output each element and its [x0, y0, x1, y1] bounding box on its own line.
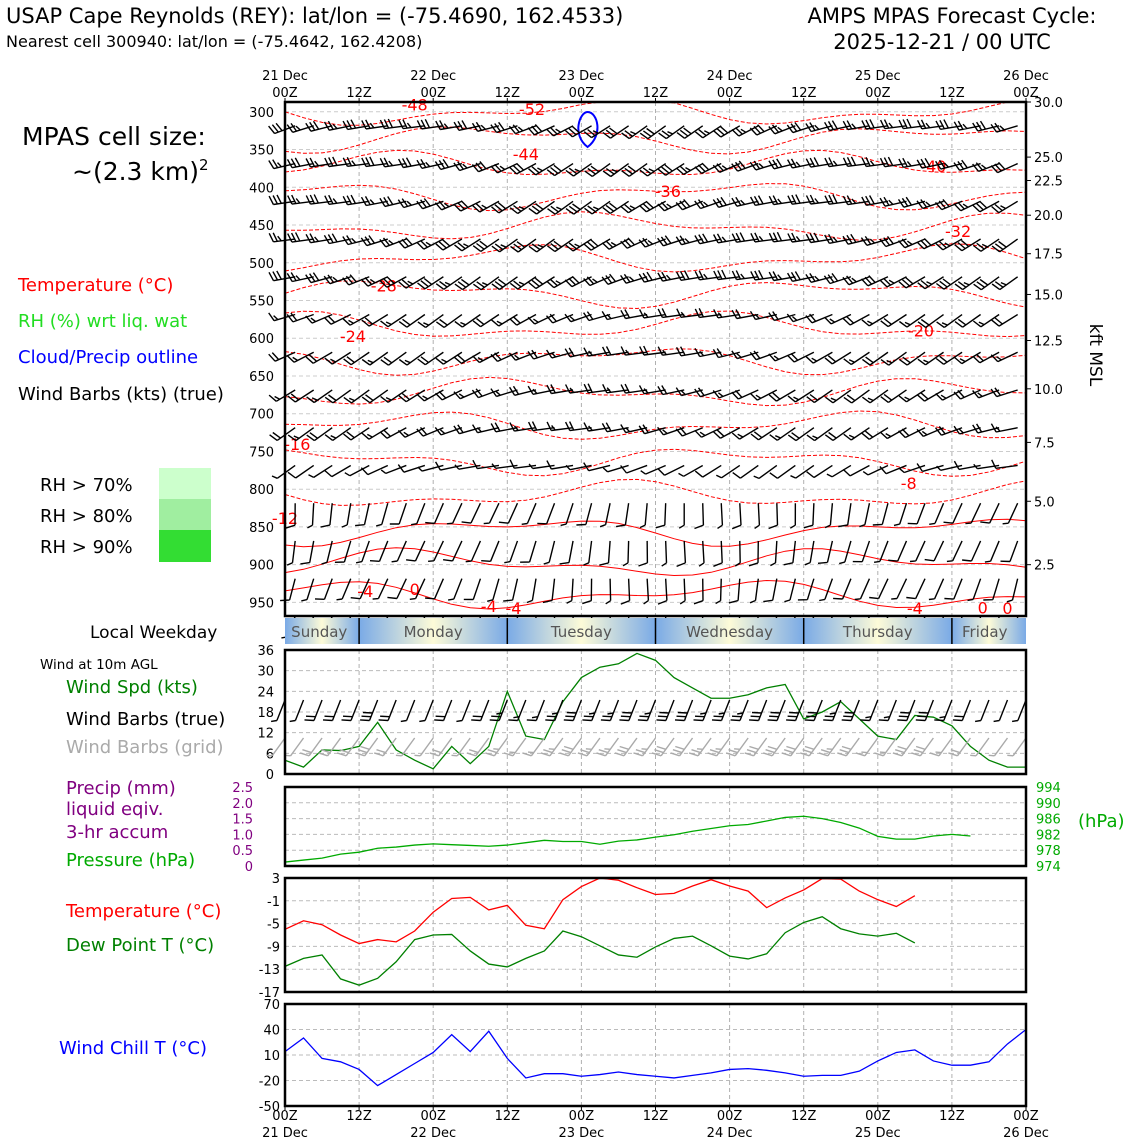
surface-wind-barb-true	[879, 700, 897, 721]
bottom-axis-hour-label: 12Z	[642, 1109, 669, 1124]
upper-air-wind-barb	[929, 579, 944, 600]
upper-air-wind-barb	[342, 503, 351, 527]
upper-air-wind-barb	[680, 579, 685, 604]
rh-legend-swatch-70	[159, 468, 211, 500]
upper-air-wind-barb	[522, 503, 536, 524]
top-axis-date-label: 22 Dec	[410, 69, 457, 84]
temperature-contour-label: -40	[920, 157, 947, 177]
weekday-label: Tuesday	[550, 623, 612, 641]
upper-air-wind-barb	[853, 541, 870, 562]
surface-wind-barb-true	[601, 700, 619, 721]
bottom-axis-hour-label: 00Z	[865, 1109, 891, 1124]
wind-tick-label: 30	[257, 664, 274, 680]
pressure-tick-label: 750	[249, 445, 274, 461]
top-axis-hour-label: 00Z	[568, 86, 595, 101]
pressure-tick-label: 300	[249, 105, 274, 121]
surface-wind-barb-true	[456, 700, 470, 721]
weekday-label: Wednesday	[686, 623, 774, 641]
upper-air-wind-barb	[315, 579, 332, 600]
upper-air-wind-barb	[425, 579, 443, 599]
upper-air-wind-barb	[307, 503, 313, 528]
upper-air-wind-barb	[992, 460, 1018, 469]
legend-cloud: Cloud/Precip outline	[18, 347, 199, 368]
upper-air-wind-barb	[991, 162, 1017, 172]
temp-tick-label: -17	[258, 986, 280, 1001]
upper-air-wind-barb	[763, 579, 777, 602]
surface-wind-barb-true	[582, 700, 600, 721]
kft-tick-label: 20.0	[1034, 209, 1063, 225]
surface-wind-barb-true	[994, 700, 1008, 721]
temperature-contour-label: -28	[370, 276, 397, 296]
bottom-axis-hour-label: 12Z	[346, 1109, 372, 1124]
surface-wind-barb-true	[434, 700, 452, 721]
upper-air-wind-barb	[537, 503, 554, 524]
weekday-label: Monday	[403, 623, 463, 641]
top-axis-hour-label: 00Z	[272, 86, 298, 101]
weekday-label: Thursday	[842, 623, 913, 641]
cross-section-panel	[249, 69, 1105, 642]
kft-tick-label: 2.5	[1034, 558, 1055, 574]
rh-legend	[40, 468, 211, 562]
temperature-contour-label: 0	[1002, 599, 1013, 618]
surface-wind-barb-true	[619, 700, 637, 721]
bottom-axis-hour-label: 12Z	[494, 1109, 521, 1124]
pressure-line	[285, 816, 970, 862]
upper-air-wind-barb	[899, 428, 925, 438]
temperature-contour-label: -16	[284, 434, 311, 454]
precip-pressure-panel	[232, 781, 1124, 875]
upper-air-wind-barb	[929, 503, 943, 524]
upper-air-wind-barb	[713, 541, 722, 566]
kft-tick-label: 10.0	[1034, 382, 1063, 398]
upper-air-wind-barb	[656, 503, 666, 528]
temperature-contour-label: -8	[900, 474, 917, 494]
surface-wind-barb-true	[934, 700, 952, 721]
upper-air-wind-barb	[600, 503, 610, 527]
precip-tick-label: 1.5	[232, 812, 253, 828]
upper-air-wind-barb	[944, 579, 962, 599]
temperature-contour-label: -36	[654, 182, 681, 202]
wind-chill-label: Wind Chill T (°C)	[59, 1038, 207, 1059]
pressure-tick-label: 900	[249, 558, 274, 574]
upper-air-wind-barb	[621, 579, 630, 604]
bottom-axis-date-label: 25 Dec	[854, 1126, 901, 1140]
upper-air-wind-barb	[888, 541, 906, 561]
upper-air-wind-barb	[749, 541, 758, 566]
forecast-title: AMPS MPAS Forecast Cycle:	[807, 4, 1097, 28]
upper-air-wind-barb	[392, 541, 407, 562]
top-axis-date-label: 23 Dec	[558, 69, 605, 84]
top-axis-hour-label: 12Z	[346, 86, 372, 101]
bottom-axis-date-label: 23 Dec	[558, 1126, 605, 1140]
bottom-axis-hour-label: 00Z	[568, 1109, 595, 1124]
surface-wind-barb-true	[731, 700, 749, 721]
upper-air-wind-barb	[962, 541, 981, 561]
temp-tick-label: -5	[267, 917, 280, 933]
upper-air-wind-barb	[280, 579, 295, 601]
surface-wind-barb-true	[508, 700, 526, 721]
pressure-tick-label: 950	[249, 596, 274, 612]
upper-air-wind-barb	[300, 541, 313, 564]
rh-legend-swatch-90	[159, 530, 211, 562]
surface-wind-barb-true	[419, 700, 433, 721]
upper-air-wind-barb	[908, 503, 925, 524]
surface-wind-barb-true	[545, 700, 563, 721]
top-axis-hour-label: 12Z	[790, 86, 817, 101]
upper-air-wind-barb	[770, 541, 776, 566]
pressure-tick-label: 500	[249, 256, 274, 272]
top-axis-hour-label: 00Z	[865, 86, 891, 101]
rh-legend-label-80: RH > 80%	[40, 506, 133, 527]
upper-air-wind-barb	[874, 541, 888, 562]
temperature-contour-label: -20	[907, 321, 935, 341]
wind-chill-panel	[259, 998, 1049, 1140]
upper-air-wind-barb	[677, 541, 686, 566]
upper-air-wind-barb	[481, 541, 499, 561]
surface-wind-barb-true	[305, 700, 323, 721]
weekday-strip	[285, 618, 1026, 644]
temperature-contour-label: -44	[512, 145, 539, 165]
upper-air-wind-barb	[504, 541, 517, 563]
kft-tick-label: 12.5	[1034, 334, 1063, 350]
pressure-tick-label: 650	[249, 369, 274, 385]
temperature-contour-label: -4	[480, 597, 497, 617]
kft-tick-label: 15.0	[1034, 288, 1063, 304]
upper-air-wind-barb	[447, 503, 462, 524]
wind-tick-label: 24	[257, 685, 274, 701]
temperature-contour-label: -4	[357, 582, 374, 602]
upper-air-wind-barb	[528, 350, 555, 359]
wind-tick-label: 0	[265, 768, 274, 783]
upper-air-wind-barb	[425, 503, 443, 523]
upper-air-wind-barb	[499, 503, 518, 523]
legend-rh: RH (%) wrt liq. wat	[18, 311, 188, 332]
upper-air-wind-barb	[805, 541, 814, 565]
rh-legend-label-70: RH > 70%	[40, 475, 133, 496]
pressure-tick-label: 850	[249, 520, 274, 536]
pressure-tick-label: 600	[249, 332, 274, 348]
upper-air-wind-barb	[272, 465, 295, 478]
upper-air-wind-barb	[321, 503, 333, 527]
kft-tick-label: 22.5	[1034, 174, 1063, 190]
dewpoint-line	[285, 917, 915, 985]
upper-air-wind-barb	[599, 541, 610, 565]
pressure-tick-label: 974	[1036, 860, 1061, 875]
wind-speed-panel	[257, 644, 1026, 783]
surface-wind-barb-true	[675, 700, 693, 721]
upper-air-wind-barb	[910, 541, 925, 562]
precip-label-1: Precip (mm)	[66, 778, 176, 799]
upper-air-wind-barb	[567, 579, 573, 604]
precip-tick-label: 1.0	[232, 828, 253, 844]
upper-air-wind-barb	[825, 503, 832, 527]
upper-air-wind-barb	[436, 390, 462, 400]
surface-wind-barb-grid	[989, 738, 1008, 756]
upper-air-wind-barb	[658, 579, 667, 604]
upper-air-wind-barb	[947, 541, 962, 561]
chill-tick-label: 70	[263, 998, 280, 1013]
surface-wind-barb-true	[712, 700, 730, 721]
wind-spd-label: Wind Spd (kts)	[66, 677, 198, 698]
upper-air-wind-barb	[583, 541, 591, 565]
upper-air-wind-barb	[582, 579, 591, 604]
upper-air-wind-barb	[398, 465, 425, 473]
pressure-tick-label: 400	[249, 181, 274, 197]
upper-air-wind-barb	[716, 579, 722, 604]
top-axis-date-label: 24 Dec	[706, 69, 753, 84]
upper-air-wind-barb	[640, 503, 647, 527]
temp-tick-label: -9	[267, 940, 280, 956]
temperature-contour-label: 0	[409, 579, 420, 599]
top-axis-date-label: 25 Dec	[854, 69, 901, 84]
upper-air-wind-barb	[985, 541, 999, 562]
upper-air-wind-barb	[855, 579, 870, 600]
upper-air-wind-barb	[859, 503, 869, 526]
wind-10m-label: Wind at 10m AGL	[40, 657, 158, 673]
surface-wind-barb-true	[897, 700, 915, 721]
kft-tick-label: 5.0	[1034, 495, 1055, 511]
upper-air-wind-barb	[755, 503, 760, 528]
upper-air-wind-barb	[658, 201, 684, 211]
upper-air-wind-barb	[623, 541, 629, 566]
pressure-unit-label: (hPa)	[1078, 811, 1125, 832]
upper-air-wind-barb	[869, 579, 888, 599]
dewpoint-label: Dew Point T (°C)	[66, 935, 215, 956]
temperature-contour-label: -48	[401, 95, 428, 115]
pressure-frame	[285, 787, 1026, 866]
pressure-tick-label: 978	[1036, 844, 1061, 860]
surface-wind-barb-true	[527, 700, 545, 721]
upper-air-wind-barb	[503, 579, 517, 601]
surface-wind-barb-true	[290, 700, 304, 721]
legend-wind: Wind Barbs (kts) (true)	[18, 384, 224, 405]
bottom-axis-hour-label: 00Z	[716, 1109, 743, 1124]
temperature-contour-label: -32	[945, 222, 972, 242]
surface-wind-barb-true	[638, 700, 656, 721]
upper-air-wind-barb	[1001, 541, 1018, 562]
upper-air-wind-barb	[387, 579, 406, 599]
local-weekday-label: Local Weekday	[90, 623, 218, 643]
top-axis-hour-label: 00Z	[716, 86, 743, 101]
upper-air-wind-barb	[798, 579, 814, 600]
bottom-axis-date-label: 22 Dec	[410, 1126, 457, 1140]
upper-air-wind-barb	[662, 541, 667, 566]
temp-tick-label: -1	[267, 894, 280, 910]
upper-air-wind-barb	[527, 579, 536, 603]
wind-tick-label: 36	[257, 644, 274, 659]
surface-wind-barb-true	[860, 700, 878, 721]
upper-air-wind-barb	[944, 503, 963, 523]
kft-axis-label: kft MSL	[1085, 323, 1105, 387]
surface-wind-barb-true	[953, 700, 971, 721]
wind-barbs-true-label: Wind Barbs (true)	[66, 709, 226, 730]
pressure-tick-label: 990	[1036, 796, 1061, 812]
surface-wind-barb-true	[975, 700, 989, 721]
pressure-tick-label: 800	[249, 483, 274, 499]
bottom-axis-hour-label: 00Z	[420, 1109, 446, 1124]
kft-tick-label: 30.0	[1034, 96, 1063, 111]
surface-wind-barb-true	[564, 700, 582, 721]
cell-size-line1: MPAS cell size:	[22, 122, 206, 151]
top-axis-hour-label: 00Z	[420, 86, 446, 101]
chill-tick-label: 10	[263, 1049, 280, 1064]
upper-air-wind-barb	[729, 579, 740, 603]
surface-wind-barb-true	[1012, 700, 1026, 721]
upper-air-wind-barb	[784, 541, 796, 565]
upper-air-wind-barb	[906, 579, 925, 599]
temperature-line	[285, 878, 915, 944]
temp-tick-label: 3	[271, 872, 280, 887]
upper-air-wind-barb	[754, 465, 777, 478]
surface-wind-barb-true	[657, 700, 675, 721]
upper-air-wind-barb	[390, 503, 407, 524]
wind-tick-label: 18	[257, 706, 274, 721]
precip-label-3: 3-hr accum	[66, 822, 169, 843]
upper-air-wind-barb	[639, 541, 648, 566]
upper-air-wind-barb	[560, 541, 573, 564]
bottom-axis-hour-label: 00Z	[1013, 1109, 1039, 1124]
surface-wind-barb-true	[471, 700, 489, 721]
pressure-label: Pressure (hPa)	[66, 850, 196, 871]
top-axis-hour-label: 12Z	[494, 86, 521, 101]
pressure-tick-label: 550	[249, 294, 274, 310]
surface-wind-barb-true	[749, 700, 767, 721]
wind-tick-label: 6	[265, 747, 274, 763]
upper-air-wind-barb	[791, 465, 814, 478]
nearest-cell: Nearest cell 300940: lat/lon = (-75.4642, 162.4208)	[6, 32, 423, 51]
upper-air-wind-barb	[1003, 503, 1018, 524]
upper-air-wind-barb	[891, 579, 906, 599]
precip-tick-label: 0	[244, 860, 253, 875]
pressure-tick-label: 994	[1036, 781, 1061, 796]
station-title: USAP Cape Reynolds (REY): lat/lon = (-75.4690, 162.4533)	[6, 4, 624, 28]
upper-air-wind-barb	[790, 503, 795, 528]
weekday-label: Friday	[962, 623, 1008, 641]
temperature-contour-label: 0	[977, 598, 988, 618]
surface-wind-barb-true	[379, 700, 397, 721]
temperature-dewpoint-panel	[259, 872, 1026, 1001]
temperature-contour-label: -52	[518, 99, 546, 119]
kft-tick-label: 17.5	[1034, 247, 1063, 263]
temperature-contour-label: -4	[906, 599, 923, 618]
upper-air-wind-barb	[373, 579, 388, 599]
bottom-axis-hour-label: 00Z	[272, 1109, 298, 1124]
chill-tick-label: -50	[258, 1100, 280, 1115]
upper-air-wind-barb	[695, 200, 722, 209]
top-axis-date-label: 26 Dec	[1003, 69, 1049, 84]
upper-air-wind-barb	[406, 541, 425, 561]
upper-air-wind-barb	[968, 579, 981, 601]
pressure-tick-label: 700	[249, 407, 274, 423]
precip-tick-label: 0.5	[232, 844, 253, 860]
upper-air-wind-barb	[718, 503, 723, 528]
upper-air-wind-barb	[925, 541, 944, 561]
pressure-tick-label: 350	[249, 143, 274, 159]
upper-air-wind-barb	[838, 503, 851, 526]
temperature-label: Temperature (°C)	[66, 901, 222, 922]
upper-air-wind-barb	[301, 579, 313, 601]
cell-size-line2: ~(2.3 km)$^2$	[72, 156, 209, 186]
rh-legend-label-90: RH > 90%	[40, 537, 133, 558]
upper-air-wind-barb	[355, 503, 369, 525]
upper-air-wind-barb	[644, 579, 649, 604]
surface-wind-barb-true	[768, 700, 786, 721]
upper-air-wind-barb	[769, 503, 778, 528]
upper-air-wind-barb	[804, 503, 814, 528]
pressure-tick-label: 986	[1036, 812, 1061, 828]
surface-wind-barb-true	[360, 700, 378, 721]
kft-tick-label: 25.0	[1034, 151, 1063, 167]
pressure-tick-label: 450	[249, 219, 274, 235]
weekday-label: Sunday	[291, 623, 348, 641]
upper-air-wind-barb	[543, 579, 555, 603]
temp-tick-label: -13	[258, 963, 280, 979]
upper-air-wind-barb	[695, 503, 704, 528]
bottom-axis-date-label: 26 Dec	[1003, 1126, 1049, 1140]
wind-barbs-grid-label: Wind Barbs (grid)	[66, 737, 224, 758]
bottom-axis-hour-label: 12Z	[939, 1109, 965, 1124]
upper-air-wind-barb	[448, 579, 462, 600]
precip-tick-label: 2.0	[232, 796, 253, 812]
temperature-contour-label: -4	[505, 599, 522, 618]
top-axis-hour-label: 12Z	[939, 86, 965, 101]
upper-air-wind-barb	[873, 503, 888, 525]
legend-temperature: Temperature (°C)	[18, 275, 174, 296]
bottom-axis-date-label: 21 Dec	[262, 1126, 308, 1140]
precip-tick-label: 2.5	[232, 781, 253, 796]
surface-wind-barb-true	[323, 700, 341, 721]
top-axis-hour-label: 12Z	[642, 86, 669, 101]
surface-wind-barb-true	[342, 700, 360, 721]
wind-tick-label: 12	[257, 726, 274, 742]
rh-legend-swatch-80	[159, 499, 211, 531]
upper-air-wind-barb	[732, 503, 741, 529]
top-axis-date-label: 21 Dec	[262, 69, 308, 84]
upper-air-wind-barb	[991, 424, 1017, 432]
upper-air-wind-barb	[464, 579, 481, 600]
kft-tick-label: 7.5	[1034, 436, 1055, 452]
bottom-axis-hour-label: 12Z	[790, 1109, 817, 1124]
surface-wind-barb-true	[401, 700, 415, 721]
upper-air-wind-barb	[484, 503, 499, 523]
upper-air-wind-barb	[466, 541, 481, 562]
upper-air-wind-barb	[462, 503, 481, 523]
upper-air-wind-barb	[818, 541, 832, 563]
precip-label-2: liquid eqiv.	[66, 799, 164, 820]
forecast-cycle: 2025-12-21 / 00 UTC	[833, 30, 1051, 54]
pressure-tick-label: 982	[1036, 828, 1061, 844]
upper-air-wind-barb	[606, 579, 611, 604]
surface-wind-barb-true	[694, 700, 712, 721]
bottom-axis-date-label: 24 Dec	[706, 1126, 753, 1140]
upper-air-wind-barb	[287, 541, 295, 565]
upper-air-wind-barb	[376, 503, 388, 526]
upper-air-wind-barb	[679, 503, 684, 528]
upper-air-wind-barb	[894, 503, 907, 525]
temperature-contour-label: -24	[339, 326, 366, 346]
upper-air-wind-barb	[370, 541, 388, 561]
chill-tick-label: 40	[263, 1023, 280, 1039]
top-axis-hour-label: 00Z	[1013, 86, 1039, 101]
chill-tick-label: -20	[258, 1074, 280, 1090]
temperature-contour-label: -12	[271, 508, 299, 528]
upper-air-wind-barb	[544, 541, 555, 564]
upper-air-wind-barb	[411, 503, 425, 525]
upper-air-wind-barb	[520, 541, 536, 562]
